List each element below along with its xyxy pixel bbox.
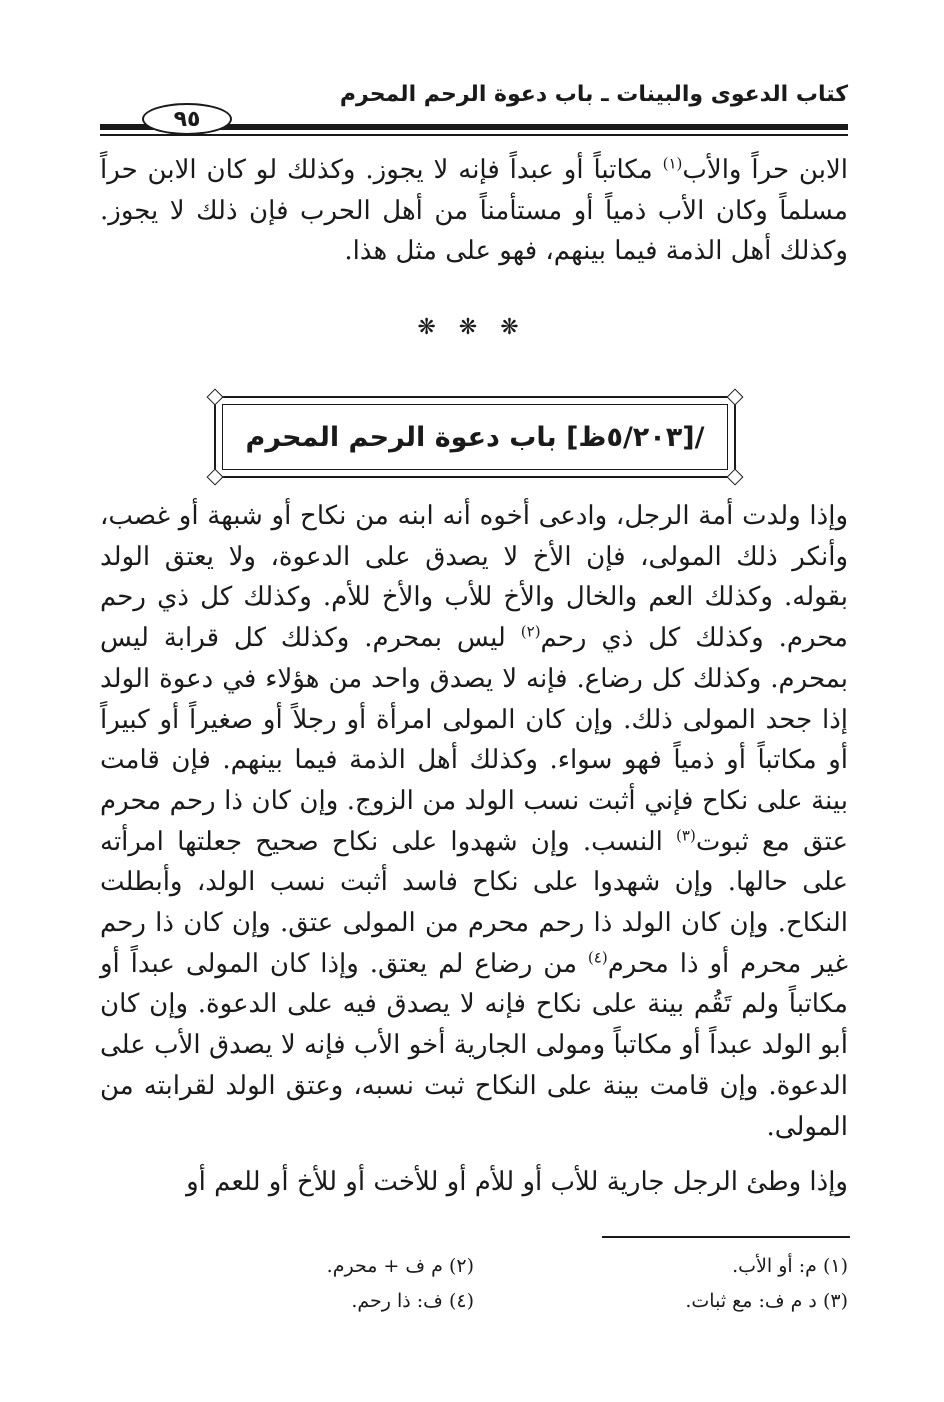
- footnote-text: م: أو الأب.: [732, 1255, 817, 1277]
- section-title-frame: [214, 396, 736, 478]
- text-run: من رضاع لم يعتق. وإذا كان المولى عبداً أو مكاتباً ولم تَقُم بينة على نكاح فإنه لا يصدق فيه على الدعوة. وإن كان أبو الولد عبداً أو مكاتباً ومولى الجارية أخو الأب فإنه لا يصدق الأب على الدعوة. وإن قامت بينة على النكاح ثبت نسبه، وعتق الولد لقرابته من المولى.: [100, 948, 848, 1142]
- footnote-2: [327, 1252, 474, 1280]
- footnote-number: (١): [822, 1255, 848, 1277]
- header-rule-thin: [100, 134, 848, 136]
- main-paragraph: [100, 496, 848, 1147]
- footnote-ref-3: (٣): [676, 825, 696, 844]
- footnote-3: [685, 1287, 848, 1315]
- footnote-ref-2: (٢): [520, 622, 541, 641]
- section-title: /[٥/٢٠٣ظ] باب دعوة الرحم المحرم: [245, 421, 705, 453]
- text-run: ليس بمحرم. وكذلك كل قرابة ليس بمحرم. وكذلك كل رضاع. فإنه لا يصدق واحد من هؤلاء في دعوة الولد إذا جحد المولى ذلك. وإن كان المولى امرأة أو رجلاً أو صغيراً أو كبيراً أو مكاتباً أو ذمياً فهو سواء. وكذلك أهل الذمة فيما بينهم. فإن قامت بينة على نكاح فإني أثبت نسب الولد من الزوج. وإن كان ذا رحم محرم عتق مع ثبوت: [100, 623, 848, 857]
- footnote-ref-4: (٤): [587, 948, 608, 967]
- text-run: وإذا ولدت أمة الرجل، وادعى أخوه أنه ابنه من نكاح أو شبهة أو غصب، وأنكر ذلك المولى، فإن الأخ لا يصدق على الدعوة، ولا يعتق الولد بقوله. وكذلك العم والخال والأخ للأب والأخ للأم. وكذلك كل ذي رحم محرم. وكذلك كل ذي رحم: [100, 501, 848, 654]
- running-header-title: كتاب الدعوى والبينات ـ باب دعوة الرحم المحرم: [339, 82, 848, 107]
- footnote-text: ف: ذا رحم.: [351, 1290, 443, 1312]
- footnote-number: (٤): [448, 1290, 474, 1312]
- page-number: ٩٥: [142, 103, 232, 135]
- last-paragraph: وإذا وطئ الرجل جارية للأب أو للأم أو للأخت أو للأخ أو للعم أو: [186, 1167, 848, 1197]
- footnote-text: د م ف: مع ثبات.: [685, 1290, 817, 1312]
- text-run: الابن حراً والأب: [682, 155, 848, 185]
- top-paragraph: [100, 150, 848, 272]
- footnote-1: [732, 1252, 848, 1280]
- footnote-ref-1: (١): [662, 154, 683, 173]
- text-run: النسب. وإن شهدوا على نكاح صحيح جعلتها امرأته على حالها. وإن شهدوا على نكاح فاسد أثبت نسب الولد، وأبطلت النكاح. وإن كان الولد ذا رحم محرم من المولى عتق. وإن كان ذا رحم غير محرم أو ذا محرم: [100, 826, 848, 979]
- footnote-text: م ف + محرم.: [326, 1255, 443, 1277]
- text-run: مكاتباً أو عبداً فإنه لا يجوز. وكذلك لو كان الابن حراً مسلماً وكان الأب ذمياً أو مستأمناً من أهل الحرب فإن ذلك لا يجوز. وكذلك أهل الذمة فيما بينهم، فهو على مثل هذا.: [100, 155, 848, 267]
- footnote-4: [351, 1287, 474, 1315]
- footnote-number: (٣): [822, 1290, 848, 1312]
- footnote-rule: [602, 1236, 850, 1238]
- footnote-number: (٢): [448, 1255, 474, 1277]
- section-separator: ❋ ❋ ❋: [417, 315, 527, 340]
